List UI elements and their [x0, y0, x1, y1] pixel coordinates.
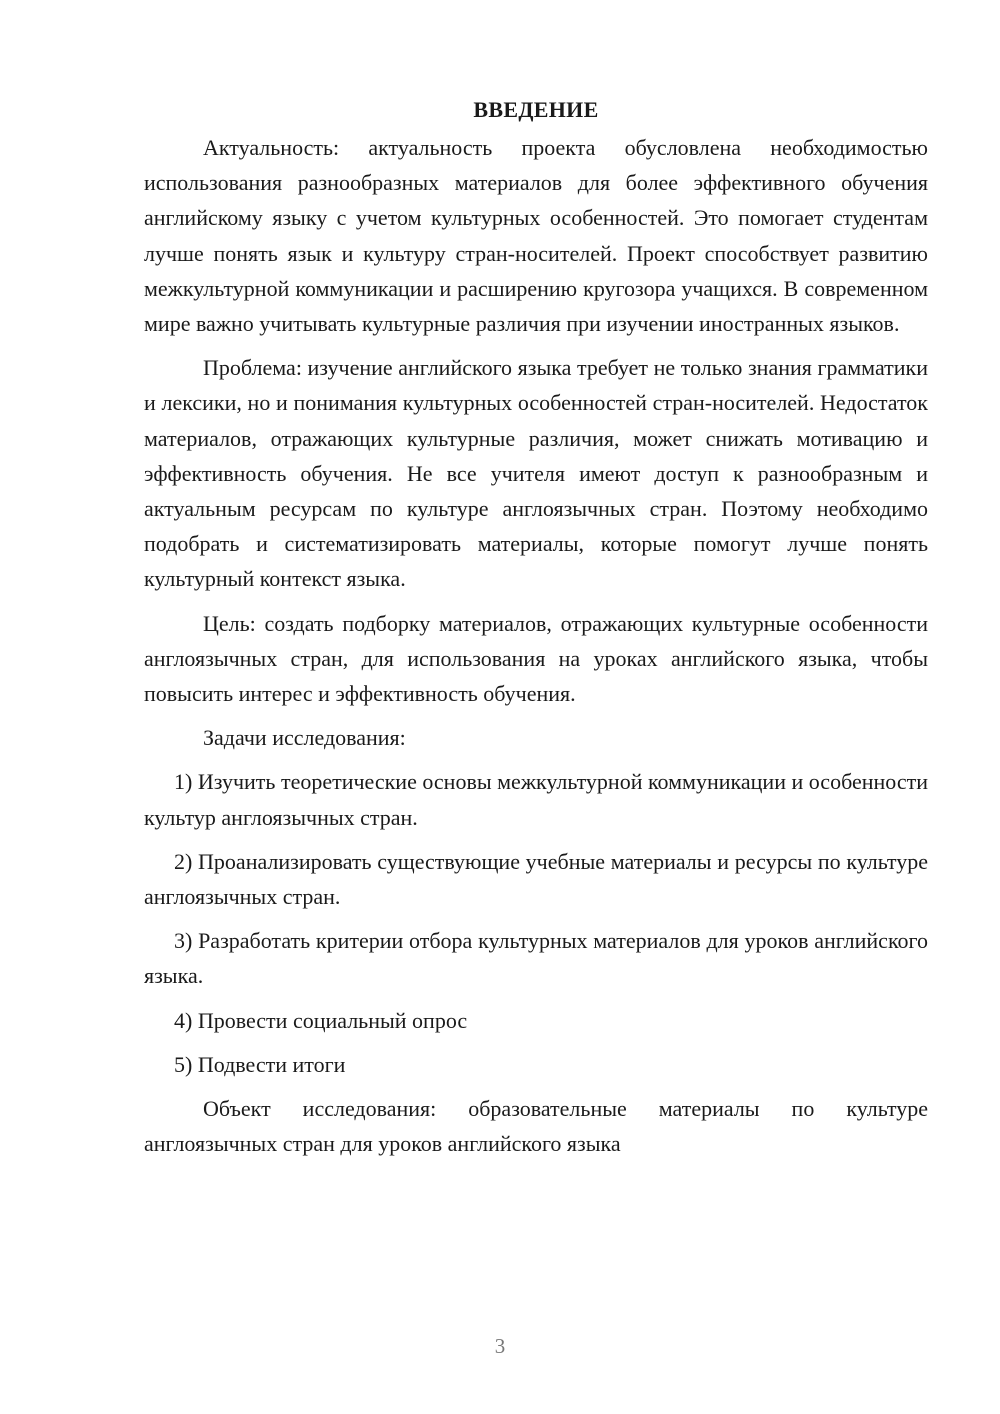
relevance-paragraph: Актуальность: актуальность проекта обусловлена необходимостью использования разнообразных материалов для более эффективного обучения английскому языку с учетом культурных особенностей. Это помогает студентам лучше понять язык и культуру стран-носителей. Проект способствует развитию межкультурной коммуникации и расширению кругозора учащихся. В современном мире важно учитывать культурные различия при изучении иностранных языков. — [144, 135, 928, 337]
task-item: 3) Разработать критерии отбора культурных материалов для уроков английского языка. — [144, 928, 928, 989]
page-number: 3 — [494, 1334, 506, 1358]
task-item: 4) Провести социальный опрос — [174, 1007, 468, 1033]
section-heading: ВВЕДЕНИЕ — [473, 97, 599, 122]
document-page — [144, 92, 928, 1161]
goal-paragraph: Цель: создать подборку материалов, отражающих культурные особенности англоязычных стран, для использования на уроках английского языка, чтобы повысить интерес и эффективность обучения. — [144, 610, 928, 707]
task-item: 2) Проанализировать существующие учебные материалы и ресурсы по культуре англоязычных стран. — [144, 848, 928, 910]
task-item: 1) Изучить теоретические основы межкультурной коммуникации и особенности культур англоязычных стран. — [144, 769, 928, 830]
tasks-title: Задачи исследования: — [203, 725, 406, 751]
task-item: 5) Подвести итоги — [174, 1051, 346, 1077]
object-paragraph: Объект исследования: образовательные материалы по культуре англоязычных стран для уроков английского языка — [144, 1096, 928, 1157]
problem-paragraph: Проблема: изучение английского языка требует не только знания грамматики и лексики, но и понимания культурных особенностей стран-носителей. Недостаток материалов, отражающих культурные различия, может снижать мотивацию и эффективность обучения. Не все учителя имеют доступ к разнообразным и актуальным ресурсам по культуре англоязычных стран. Поэтому необходимо подобрать и систематизировать материалы, которые помогут лучше понять культурный контекст языка. — [144, 355, 928, 592]
